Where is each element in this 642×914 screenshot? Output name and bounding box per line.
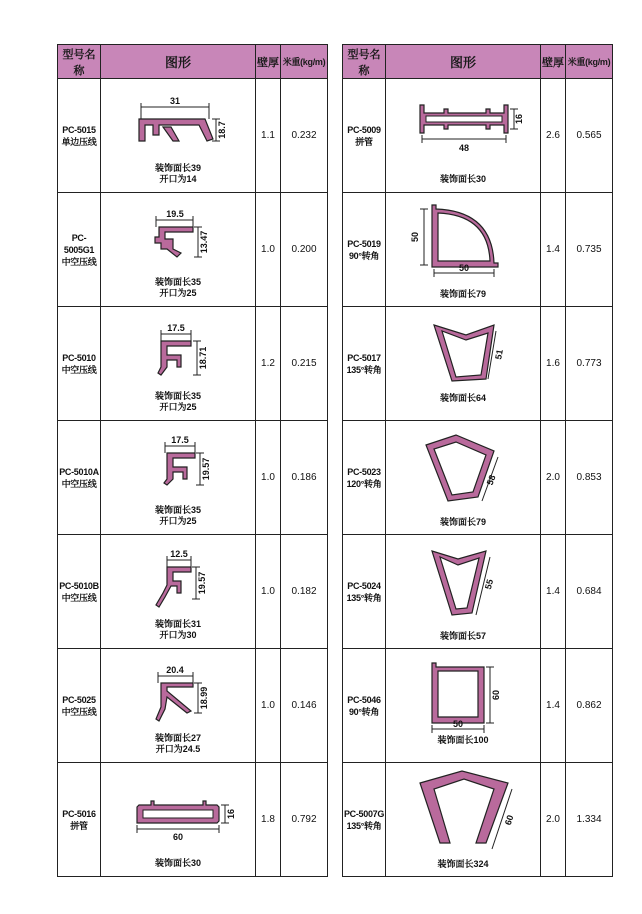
model-code: PC-5005G1 bbox=[63, 232, 95, 255]
thickness-cell: 1.8 bbox=[256, 763, 281, 877]
model-cell bbox=[343, 307, 386, 421]
table-row bbox=[343, 535, 613, 649]
dim-label: 50 bbox=[458, 263, 470, 273]
dim-label: 50 bbox=[410, 231, 420, 243]
weight-cell: 0.853 bbox=[566, 421, 613, 535]
dim-label: 60 bbox=[491, 689, 501, 701]
weight-cell: 1.334 bbox=[566, 763, 613, 877]
figure-cell bbox=[386, 763, 541, 877]
weight-cell: 0.684 bbox=[566, 535, 613, 649]
dim-label: 31 bbox=[169, 96, 181, 106]
figure-cell bbox=[386, 79, 541, 193]
dim-label: 51 bbox=[493, 348, 505, 361]
figure-cell bbox=[101, 193, 256, 307]
model-cell bbox=[58, 763, 101, 877]
dim-label: 20.4 bbox=[166, 665, 184, 675]
model-code: PC-5016 bbox=[62, 808, 96, 819]
model-desc: 120°转角 bbox=[346, 478, 382, 489]
opening-caption: 开口为14 bbox=[159, 174, 197, 184]
face-length-caption: 装饰面长30 bbox=[154, 858, 201, 868]
table-row bbox=[343, 649, 613, 763]
face-length-caption: 装饰面长64 bbox=[439, 393, 486, 403]
model-desc: 90°转角 bbox=[348, 250, 380, 261]
table-row bbox=[58, 763, 328, 877]
dim-label: 58 bbox=[484, 473, 498, 487]
model-code: PC-5010A bbox=[59, 466, 99, 477]
face-length-caption: 装饰面长35 bbox=[154, 277, 201, 287]
dim-label: 19.57 bbox=[197, 571, 207, 595]
model-code: PC-5010B bbox=[59, 580, 99, 591]
dim-label: 60 bbox=[502, 813, 516, 827]
table-row bbox=[58, 535, 328, 649]
model-cell bbox=[58, 79, 101, 193]
dim-label: 55 bbox=[483, 578, 496, 591]
header-model: 型号名称 bbox=[58, 45, 101, 79]
weight-cell: 0.186 bbox=[281, 421, 328, 535]
table-row bbox=[58, 649, 328, 763]
table-row bbox=[58, 307, 328, 421]
dim-label: 17.5 bbox=[167, 323, 185, 333]
table-row bbox=[58, 421, 328, 535]
model-desc: 135°转角 bbox=[346, 592, 382, 603]
dim-label: 48 bbox=[458, 143, 470, 153]
dim-label: 18.7 bbox=[217, 121, 227, 139]
header-row bbox=[58, 45, 328, 79]
model-desc: 中空压线 bbox=[61, 706, 97, 717]
dim-label: 13.47 bbox=[199, 230, 209, 254]
thickness-cell: 1.0 bbox=[256, 535, 281, 649]
model-desc: 中空压线 bbox=[61, 256, 97, 267]
face-length-caption: 装饰面长100 bbox=[437, 735, 489, 745]
face-length-caption: 装饰面长39 bbox=[154, 163, 201, 173]
dim-label: 50 bbox=[452, 719, 464, 729]
weight-cell: 0.215 bbox=[281, 307, 328, 421]
dim-label: 17.5 bbox=[171, 435, 189, 445]
face-length-caption: 装饰面长79 bbox=[439, 289, 486, 299]
header-thickness: 壁厚 bbox=[256, 45, 281, 79]
figure-cell bbox=[386, 649, 541, 763]
catalog-table-left bbox=[57, 44, 328, 877]
dim-label: 16 bbox=[514, 113, 524, 125]
model-desc: 中空压线 bbox=[61, 364, 97, 375]
table-row bbox=[343, 193, 613, 307]
model-cell bbox=[58, 421, 101, 535]
dim-label: 18.99 bbox=[199, 686, 209, 710]
thickness-cell: 1.0 bbox=[256, 421, 281, 535]
model-desc: 拼管 bbox=[355, 136, 373, 147]
header-figure: 图形 bbox=[386, 45, 541, 79]
thickness-cell: 2.6 bbox=[541, 79, 566, 193]
thickness-cell: 1.6 bbox=[541, 307, 566, 421]
dim-label: 12.5 bbox=[170, 549, 188, 559]
figure-cell bbox=[101, 421, 256, 535]
face-length-caption: 装饰面长324 bbox=[437, 859, 489, 869]
model-code: PC-5010 bbox=[62, 352, 96, 363]
table-row bbox=[58, 79, 328, 193]
model-code: PC-5046 bbox=[347, 694, 381, 705]
thickness-cell: 1.4 bbox=[541, 535, 566, 649]
figure-cell bbox=[386, 307, 541, 421]
model-cell bbox=[343, 193, 386, 307]
header-thickness: 壁厚 bbox=[541, 45, 566, 79]
model-code: PC-5017 bbox=[347, 352, 381, 363]
model-desc: 90°转角 bbox=[348, 706, 380, 717]
model-cell bbox=[343, 649, 386, 763]
model-cell bbox=[343, 79, 386, 193]
figure-cell bbox=[101, 649, 256, 763]
thickness-cell: 1.1 bbox=[256, 79, 281, 193]
dim-label: 19.5 bbox=[166, 209, 184, 219]
model-desc: 单边压线 bbox=[61, 136, 97, 147]
model-code: PC-5015 bbox=[62, 124, 96, 135]
thickness-cell: 1.0 bbox=[256, 649, 281, 763]
model-desc: 135°转角 bbox=[346, 364, 382, 375]
weight-cell: 0.862 bbox=[566, 649, 613, 763]
model-code: PC-5019 bbox=[347, 238, 381, 249]
thickness-cell: 1.4 bbox=[541, 193, 566, 307]
figure-cell bbox=[101, 763, 256, 877]
table-row bbox=[343, 421, 613, 535]
weight-cell: 0.735 bbox=[566, 193, 613, 307]
model-code: PC-5024 bbox=[347, 580, 381, 591]
header-weight: 米重(kg/m) bbox=[281, 45, 328, 79]
figure-cell bbox=[101, 535, 256, 649]
catalog-table-right bbox=[342, 44, 613, 877]
table-row bbox=[343, 79, 613, 193]
model-cell bbox=[58, 193, 101, 307]
dim-label: 60 bbox=[172, 832, 184, 842]
face-length-caption: 装饰面长31 bbox=[154, 619, 201, 629]
dim-label: 18.71 bbox=[198, 346, 208, 370]
opening-caption: 开口为25 bbox=[159, 402, 197, 412]
model-code: PC-5023 bbox=[347, 466, 381, 477]
face-length-caption: 装饰面长35 bbox=[154, 391, 201, 401]
table-row bbox=[58, 193, 328, 307]
header-row bbox=[343, 45, 613, 79]
opening-caption: 开口为25 bbox=[159, 516, 197, 526]
dim-label: 16 bbox=[226, 808, 236, 820]
weight-cell: 0.146 bbox=[281, 649, 328, 763]
weight-cell: 0.792 bbox=[281, 763, 328, 877]
model-desc: 135°转角 bbox=[346, 820, 382, 831]
figure-cell bbox=[101, 307, 256, 421]
model-code: PC-5025 bbox=[62, 694, 96, 705]
model-cell bbox=[58, 535, 101, 649]
model-desc: 拼管 bbox=[70, 820, 88, 831]
table-row bbox=[343, 763, 613, 877]
header-model: 型号名称 bbox=[343, 45, 386, 79]
face-length-caption: 装饰面长79 bbox=[439, 517, 486, 527]
header-weight: 米重(kg/m) bbox=[566, 45, 613, 79]
figure-cell bbox=[101, 79, 256, 193]
thickness-cell: 1.0 bbox=[256, 193, 281, 307]
opening-caption: 开口为24.5 bbox=[155, 744, 201, 754]
model-desc: 中空压线 bbox=[61, 478, 97, 489]
weight-cell: 0.182 bbox=[281, 535, 328, 649]
weight-cell: 0.232 bbox=[281, 79, 328, 193]
table-row bbox=[343, 307, 613, 421]
figure-cell bbox=[386, 421, 541, 535]
figure-cell bbox=[386, 535, 541, 649]
thickness-cell: 1.2 bbox=[256, 307, 281, 421]
model-cell bbox=[343, 763, 386, 877]
model-cell bbox=[58, 307, 101, 421]
thickness-cell: 2.0 bbox=[541, 421, 566, 535]
face-length-caption: 装饰面长57 bbox=[439, 631, 486, 641]
dim-label: 19.57 bbox=[201, 457, 211, 481]
weight-cell: 0.565 bbox=[566, 79, 613, 193]
model-desc: 中空压线 bbox=[61, 592, 97, 603]
model-code: PC-5007G bbox=[343, 808, 385, 819]
weight-cell: 0.200 bbox=[281, 193, 328, 307]
face-length-caption: 装饰面长30 bbox=[439, 174, 486, 184]
figure-cell bbox=[386, 193, 541, 307]
face-length-caption: 装饰面长35 bbox=[154, 505, 201, 515]
weight-cell: 0.773 bbox=[566, 307, 613, 421]
face-length-caption: 装饰面长27 bbox=[154, 733, 201, 743]
header-figure: 图形 bbox=[101, 45, 256, 79]
thickness-cell: 1.4 bbox=[541, 649, 566, 763]
opening-caption: 开口为25 bbox=[159, 288, 197, 298]
thickness-cell: 2.0 bbox=[541, 763, 566, 877]
opening-caption: 开口为30 bbox=[159, 630, 197, 640]
model-cell bbox=[343, 535, 386, 649]
model-cell bbox=[343, 421, 386, 535]
model-code: PC-5009 bbox=[347, 124, 381, 135]
model-cell bbox=[58, 649, 101, 763]
